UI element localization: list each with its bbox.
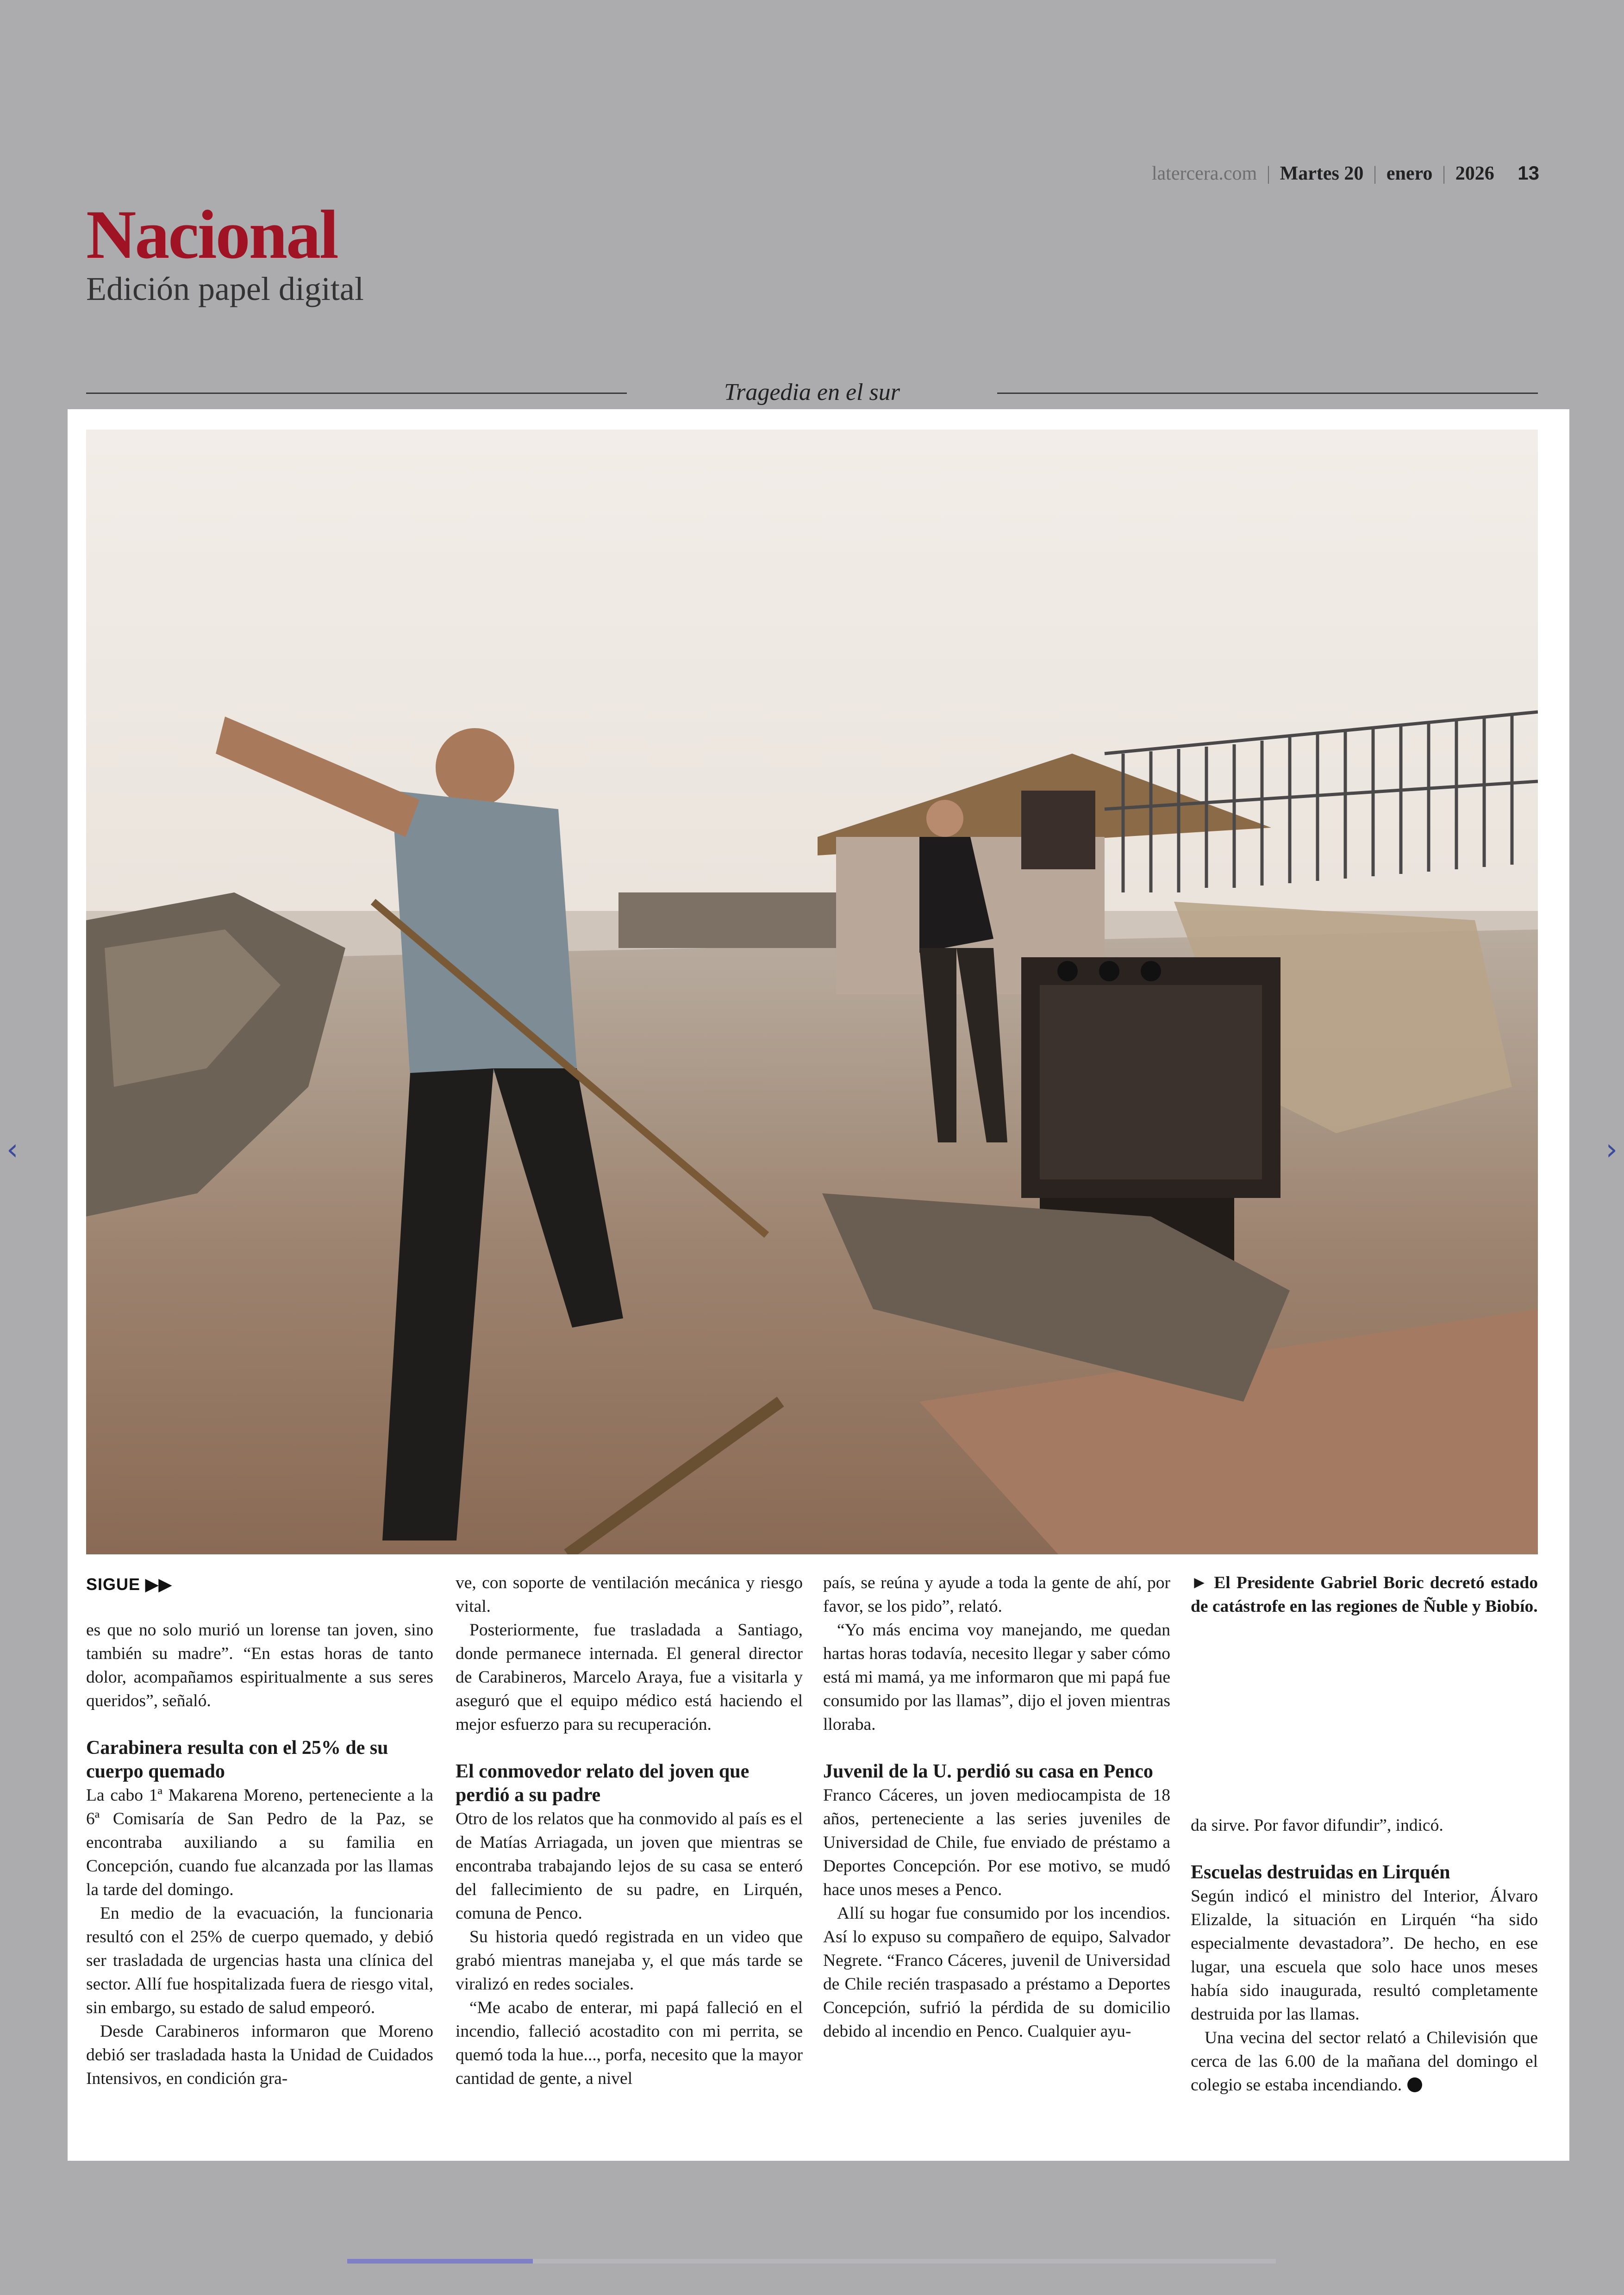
article-column-2 xyxy=(456,1571,803,2090)
section-subtitle: Edición papel digital xyxy=(86,270,364,307)
edition-dateline xyxy=(1152,162,1539,185)
previous-page-icon[interactable]: ‹ xyxy=(6,1133,19,1167)
dateline-separator: | xyxy=(1373,163,1377,184)
date-day: Martes 20 xyxy=(1280,163,1364,184)
paragraph: Posteriormente, fue trasladada a Santiago, donde permanece internada. El general director de Carabineros, Marcelo Araya, fue a visitarla y aseguró que el equipo médico está haciendo el mejor esfuerzo para su recuperación. xyxy=(456,1621,803,1734)
paragraph: Desde Carabineros informaron que Moreno debió ser trasladada hasta la Unidad de Cuidados Intensivos, en condición gra- xyxy=(86,2022,433,2088)
article-column-3 xyxy=(823,1571,1170,2043)
subheading: Carabinera resulta con el 25% de su cuerpo quemado xyxy=(86,1737,388,1782)
dateline-separator: | xyxy=(1266,163,1271,184)
paragraph: país, se reúna y ayude a toda la gente de ahí, por favor, se los pido”, relató. xyxy=(823,1573,1170,1616)
date-year: 2026 xyxy=(1455,163,1494,184)
paragraph: Allí su hogar fue consumido por los incendios. Así lo expuso su compañero de equipo, Salvador Negrete. “Franco Cáceres, juvenil de Universidad de Chile recién traspasado a préstamo a Deportes Concepción, sufrió la pérdida de su domicilio debido al incendio en Penco. Cualquier ayu- xyxy=(823,1904,1170,2041)
paragraph: es que no solo murió un lorense tan joven, sino también su madre”. “En estas horas de tanto dolor, acompañamos espiritualmente a sus seres queridos”, señaló. xyxy=(86,1621,433,1710)
paragraph-text: Una vecina del sector relató a Chilevisión que cerca de las 6.00 de la mañana del domingo el colegio se estaba incendiando. xyxy=(1191,2028,1538,2095)
continued-label: SIGUE ▶▶ xyxy=(86,1575,172,1594)
paragraph: Su historia quedó registrada en un video que grabó mientras manejaba y, el que más tarde se viralizó en redes sociales. xyxy=(456,1927,803,1994)
paragraph: da sirve. Por favor difundir”, indicó. xyxy=(1191,1816,1443,1835)
subheading: El conmovedor relato del joven que perdió a su padre xyxy=(456,1761,750,1806)
paragraph: Otro de los relatos que ha conmovido al país es el de Matías Arriagada, un joven que mientras se encontraba trabajando lejos de su casa se enteró del fallecimiento de su padre, en Lirquén, comuna de Penco. xyxy=(456,1809,803,1923)
paragraph: Franco Cáceres, un joven mediocampista de 18 años, perteneciente a las series juveniles de Universidad de Chile, fue enviado de préstamo a Deportes Concepción. Por ese motivo, se mudó hace unos meses a Penco. xyxy=(823,1786,1170,1899)
section-title: Nacional xyxy=(86,196,337,273)
article-column-1 xyxy=(86,1618,433,2090)
paragraph: ve, con soporte de ventilación mecánica y riesgo vital. xyxy=(456,1573,803,1616)
paragraph: En medio de la evacuación, la funcionaria resultó con el 25% de cuerpo quemado, y debió ser trasladada de urgencias hasta una clínica del sector. Allí fue hospitalizada fuera de riesgo vital, sin embargo, su estado de salud empeoró. xyxy=(86,1904,433,2017)
paragraph: Según indicó el ministro del Interior, Álvaro Elizalde, la situación en Lirquén “ha sido especialmente devastadora”. De hecho, en ese lugar, una escuela que solo hace unos meses había sido inaugurada, resultó completamente destruida por las llamas. xyxy=(1191,1887,1538,2024)
paragraph: “Yo más encima voy manejando, me quedan hartas horas todavía, necesito llegar y saber cómo está mi mamá, ya me informaron que mi papá fue consumido por las llamas”, dijo el joven mientras lloraba. xyxy=(823,1621,1170,1734)
story-kicker: Tragedia en el sur xyxy=(724,379,900,405)
kicker-rule-right xyxy=(997,393,1538,394)
paragraph: “Me acabo de enterar, mi papá falleció en el incendio, falleció acostadito con mi perrita, se quemó toda la hue..., porfa, necesito que la mayor cantidad de gente, a nivel xyxy=(456,1998,803,2088)
date-month: enero xyxy=(1386,163,1433,184)
site-name: latercera.com xyxy=(1151,163,1257,184)
page-progress-fill xyxy=(347,2259,533,2264)
photo-caption: ► El Presidente Gabriel Boric decretó estado de catástrofe en las regiones de Ñuble y Biobío. xyxy=(1191,1573,1538,1616)
paragraph: La cabo 1ª Makarena Moreno, perteneciente a la 6ª Comisaría de San Pedro de la Paz, se encontraba auxiliando a su familia en Concepción, cuando fue alcanzada por las llamas la tarde del domingo. xyxy=(86,1786,433,1899)
end-of-article-icon xyxy=(1407,2077,1422,2092)
newspaper-page xyxy=(68,409,1569,2161)
dateline-separator: | xyxy=(1442,163,1446,184)
next-page-icon[interactable]: › xyxy=(1605,1133,1618,1167)
photo-illustration xyxy=(86,430,1538,1554)
photo-image xyxy=(86,430,1538,1554)
subheading: Juvenil de la U. perdió su casa en Penco xyxy=(823,1761,1153,1782)
page-number: 13 xyxy=(1518,162,1539,184)
subheading: Escuelas destruidas en Lirquén xyxy=(1191,1862,1450,1883)
kicker-rule-left xyxy=(86,393,627,394)
article-column-4 xyxy=(1191,1814,1538,2097)
closing-paragraph xyxy=(1191,2026,1538,2097)
